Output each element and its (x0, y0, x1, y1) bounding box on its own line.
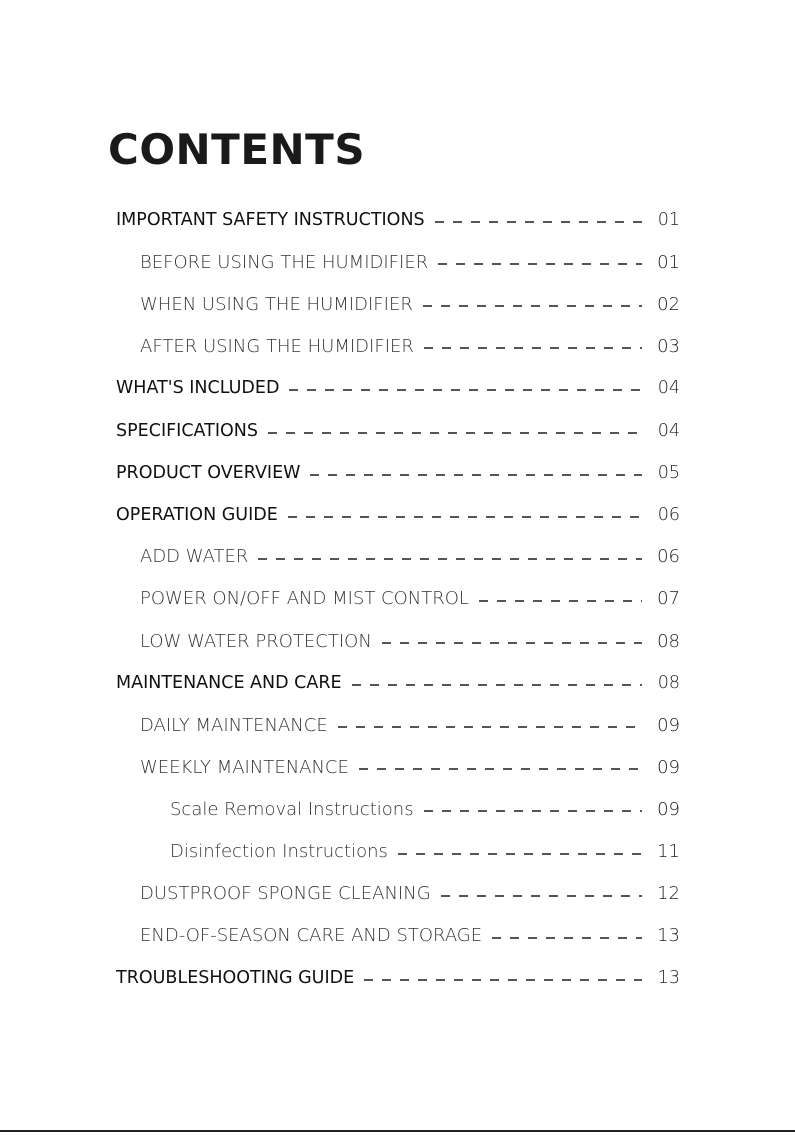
toc-entry-page: 09 (657, 756, 680, 778)
toc-entry-label: SPECIFICATIONS (116, 420, 258, 441)
toc-entry-page: 13 (657, 967, 680, 988)
dot-leader (479, 600, 642, 602)
toc-entry[interactable] (140, 245, 680, 279)
toc-entry-label: POWER ON/OFF AND MIST CONTROL (140, 588, 469, 610)
toc-entry-page: 13 (657, 925, 680, 947)
toc-entry[interactable] (140, 708, 680, 742)
toc-entry-page: 11 (657, 841, 680, 862)
toc-entry[interactable] (170, 835, 680, 869)
dot-leader (424, 810, 642, 812)
dot-leader (338, 726, 642, 728)
toc-entry-label: BEFORE USING THE HUMIDIFIER (140, 251, 429, 273)
toc-entry-page: 02 (657, 293, 680, 315)
dot-leader (352, 684, 642, 686)
toc-entry[interactable] (116, 456, 680, 490)
toc-entry-label: WEEKLY MAINTENANCE (140, 756, 349, 778)
toc-entry[interactable] (140, 750, 680, 784)
toc-entry-label: IMPORTANT SAFETY INSTRUCTIONS (116, 210, 425, 230)
toc-entry[interactable] (140, 287, 680, 321)
toc-entry[interactable] (140, 540, 680, 574)
dot-leader (364, 979, 642, 981)
toc-entry-page: 07 (657, 588, 680, 610)
toc-entry-page: 04 (657, 378, 680, 399)
toc-entry[interactable] (170, 792, 680, 826)
toc-entry[interactable] (116, 203, 680, 237)
toc-entry-page: 06 (657, 504, 680, 525)
toc-entry[interactable] (140, 329, 680, 363)
toc-entry-label: MAINTENANCE AND CARE (116, 673, 342, 694)
dot-leader (438, 263, 642, 265)
toc-entry-page: 01 (657, 210, 680, 230)
toc-entry-label: AFTER USING THE HUMIDIFIER (140, 335, 414, 357)
toc-entry[interactable] (140, 582, 680, 616)
toc-entry-label: OPERATION GUIDE (116, 504, 278, 525)
dot-leader (289, 389, 642, 391)
toc-entry-label: DAILY MAINTENANCE (140, 714, 328, 736)
dot-leader (441, 895, 642, 897)
dot-leader (423, 305, 642, 307)
toc-entry-label: WHAT'S INCLUDED (116, 378, 280, 399)
toc-entry-label: LOW WATER PROTECTION (140, 630, 372, 652)
toc-entry[interactable] (140, 624, 680, 658)
toc-entry-label: PRODUCT OVERVIEW (116, 462, 301, 483)
toc-entry-page: 09 (657, 798, 680, 820)
toc-entry-page: 09 (657, 714, 680, 736)
toc-entry[interactable] (116, 666, 680, 700)
dot-leader (288, 516, 642, 518)
toc-entry[interactable] (140, 877, 680, 911)
toc-entry-page: 01 (657, 251, 680, 273)
bottom-rule (0, 1130, 795, 1132)
toc-entry[interactable] (116, 371, 680, 405)
dot-leader (310, 474, 642, 476)
toc-entry[interactable] (116, 498, 680, 532)
toc-entry-label: ADD WATER (140, 546, 249, 568)
toc-entry[interactable] (116, 414, 680, 448)
toc-entry-label: Disinfection Instructions (170, 841, 388, 862)
toc-entry-page: 12 (657, 883, 680, 905)
toc-entry-page: 08 (657, 673, 680, 694)
toc-entry[interactable] (140, 919, 680, 953)
toc-entry-label: END-OF-SEASON CARE AND STORAGE (140, 925, 483, 947)
toc-entry-label: TROUBLESHOOTING GUIDE (116, 967, 355, 988)
dot-leader (492, 937, 642, 939)
toc-entry-page: 06 (657, 546, 680, 568)
toc-entry-label: WHEN USING THE HUMIDIFIER (140, 293, 413, 315)
toc-entry-page: 03 (657, 335, 680, 357)
page-title: CONTENTS (108, 125, 366, 174)
dot-leader (382, 642, 642, 644)
dot-leader (435, 221, 642, 223)
dot-leader (359, 768, 642, 770)
toc-entry-label: DUSTPROOF SPONGE CLEANING (140, 883, 431, 905)
toc-entry-page: 05 (657, 462, 680, 483)
toc-entry[interactable] (116, 961, 680, 995)
dot-leader (398, 853, 642, 855)
toc-entry-page: 04 (657, 420, 680, 441)
dot-leader (258, 558, 642, 560)
toc-entry-page: 08 (657, 630, 680, 652)
dot-leader (268, 432, 642, 434)
toc-entry-label: Scale Removal Instructions (170, 798, 414, 820)
dot-leader (424, 347, 642, 349)
